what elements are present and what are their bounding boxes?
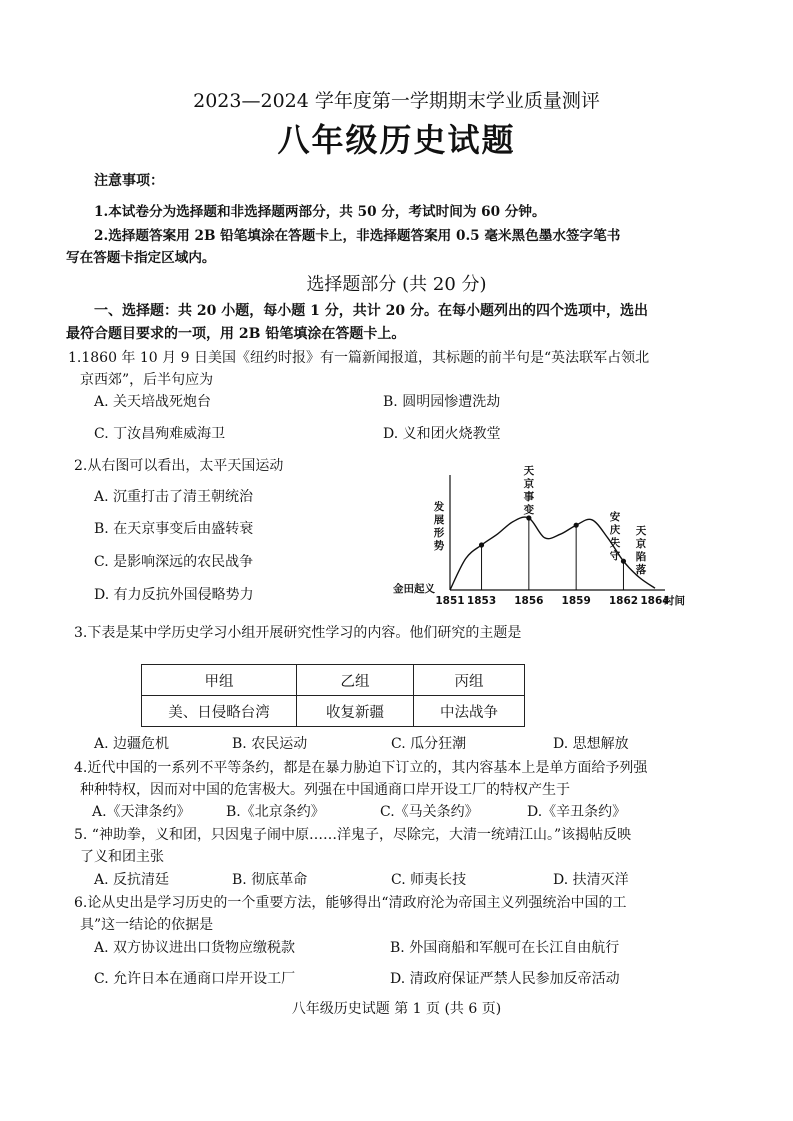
y-axis-label — [433, 500, 445, 552]
data-point — [526, 515, 531, 520]
q3-table — [141, 664, 525, 727]
annotation-tianjing-xianluo — [636, 525, 647, 576]
chart-marks — [435, 515, 669, 607]
svg-text:事: 事 — [523, 491, 535, 503]
table-header-row — [142, 665, 525, 696]
section-instruction-line-2: 最符合题目要求的一项，用 2B 铅笔填涂在答题卡上。 — [66, 326, 406, 342]
svg-text:发: 发 — [433, 501, 445, 513]
table-header-cell: 乙组 — [297, 665, 414, 696]
annotation-jintian: 金田起义 — [393, 583, 435, 595]
q1-option-c: C. 丁汝昌殉难威海卫 — [94, 426, 226, 442]
trend-curve — [450, 517, 655, 590]
q2-option-b: B. 在天京事变后由盛转衰 — [94, 521, 254, 537]
q5-option-b: B. 彻底革命 — [232, 872, 308, 888]
x-tick-label: 1851 — [435, 595, 465, 607]
q5-stem-line-1: 5. “神助拳，义和团，只因鬼子闹中原……洋鬼子，尽除完，大清一统靖江山。”该揭帖反映 — [74, 827, 632, 843]
q1-stem-line-1: 1.1860 年 10 月 9 日美国《纽约时报》有一篇新闻报道，其标题的前半句是“英法联军占领北 — [68, 350, 650, 366]
svg-text:天: 天 — [635, 525, 647, 537]
q2-option-c: C. 是影响深远的农民战争 — [94, 554, 254, 570]
svg-text:形: 形 — [433, 527, 445, 539]
exam-subtitle: 2023—2024 学年度第一学期期末学业质量测评 — [193, 90, 600, 112]
q6-option-b: B. 外国商船和军舰可在长江自由航行 — [390, 940, 620, 956]
page-footer: 八年级历史试题 第 1 页 (共 6 页) — [291, 1001, 502, 1017]
q2-stem: 2.从右图可以看出，太平天国运动 — [74, 458, 284, 474]
svg-text:变: 变 — [523, 504, 535, 516]
x-axis-label: 时间 — [664, 595, 685, 607]
q1-option-a: A. 关天培战死炮台 — [94, 394, 212, 410]
q3-option-d: D. 思想解放 — [553, 736, 629, 752]
q3-option-c: C. 瓜分狂潮 — [391, 736, 467, 752]
data-point — [479, 542, 484, 547]
chart-axes — [450, 475, 665, 590]
notice-heading: 注意事项： — [94, 173, 164, 189]
q6-stem-line-2: 具”这一结论的依据是 — [80, 917, 214, 933]
svg-text:守: 守 — [609, 550, 621, 562]
q6-option-a: A. 双方协议进出口货物应缴税款 — [94, 940, 296, 956]
table-cell: 中法战争 — [414, 696, 525, 727]
q5-option-d: D. 扶清灭洋 — [553, 872, 629, 888]
x-tick-label: 1853 — [466, 595, 497, 607]
svg-text:安: 安 — [609, 511, 621, 523]
q4-stem-line-1: 4.近代中国的一系列不平等条约，都是在暴力胁迫下订立的，其内容基本上是单方面给予列强 — [74, 760, 648, 776]
q4-option-d: D.《辛丑条约》 — [527, 804, 627, 820]
table-cell: 美、日侵略台湾 — [142, 696, 297, 727]
q6-stem-line-1: 6.论从史出是学习历史的一个重要方法，能够得出“清政府沦为帝国主义列强统治中国的工 — [74, 895, 627, 911]
svg-text:展: 展 — [433, 514, 445, 526]
x-tick-label: 1859 — [561, 595, 591, 607]
data-point — [574, 523, 579, 528]
notice-item-1: 1.本试卷分为选择题和非选择题两部分，共 50 分，考试时间为 60 分钟。 — [94, 204, 546, 220]
svg-text:势: 势 — [433, 540, 445, 552]
q3-stem: 3.下表是某中学历史学习小组开展研究性学习的内容。他们研究的主题是 — [74, 625, 522, 641]
q5-option-a: A. 反抗清廷 — [94, 872, 170, 888]
q4-option-a: A.《天津条约》 — [92, 804, 191, 820]
x-tick-label: 1856 — [514, 595, 544, 607]
svg-text:庆: 庆 — [609, 524, 621, 536]
annotation-tianjing-shibian — [524, 465, 535, 516]
table-header-cell: 丙组 — [414, 665, 525, 696]
q1-option-d: D. 义和团火烧教堂 — [383, 426, 501, 442]
data-point — [621, 559, 626, 564]
svg-text:天: 天 — [523, 465, 535, 477]
svg-text:陷: 陷 — [635, 551, 647, 563]
exam-title: 八年级历史试题 — [277, 121, 516, 159]
q2-option-a: A. 沉重打击了清王朝统治 — [94, 489, 254, 505]
taiping-trend-chart — [393, 460, 693, 610]
q2-option-d: D. 有力反抗外国侵略势力 — [94, 587, 254, 603]
section-instruction-line-1: 一、选择题：共 20 小题，每小题 1 分，共计 20 分。在每小题列出的四个选项中，选出 — [94, 303, 648, 319]
svg-text:京: 京 — [635, 538, 647, 550]
q1-stem-line-2: 京西郊”，后半句应为 — [80, 372, 214, 388]
svg-text:京: 京 — [523, 478, 535, 490]
section-title: 选择题部分 (共 20 分) — [306, 274, 487, 295]
q6-option-d: D. 清政府保证严禁人民参加反帝活动 — [390, 971, 620, 987]
q1-option-b: B. 圆明园惨遭洗劫 — [383, 394, 501, 410]
x-tick-label: 1862 — [608, 595, 639, 607]
notice-item-2-line-1: 2.选择题答案用 2B 铅笔填涂在答题卡上，非选择题答案用 0.5 毫米黑色墨水签字笔书 — [94, 228, 621, 244]
x-tick-label: 1864 — [640, 595, 670, 607]
q4-option-b: B.《北京条约》 — [226, 804, 325, 820]
q5-stem-line-2: 了义和团主张 — [80, 849, 164, 865]
svg-text:落: 落 — [635, 564, 647, 576]
q6-option-c: C. 允许日本在通商口岸开设工厂 — [94, 971, 296, 987]
q3-option-a: A. 边疆危机 — [94, 736, 170, 752]
annotation-anqing-shishou — [610, 510, 621, 562]
q5-option-c: C. 师夷长技 — [391, 872, 467, 888]
notice-item-2-line-2: 写在答题卡指定区域内。 — [66, 250, 216, 266]
table-header-cell: 甲组 — [142, 665, 297, 696]
table-cell: 收复新疆 — [297, 696, 414, 727]
q3-option-b: B. 农民运动 — [232, 736, 308, 752]
q4-stem-line-2: 种种特权，因而对中国的危害极大。列强在中国通商口岸开设工厂的特权产生于 — [80, 782, 570, 798]
svg-text:失: 失 — [609, 537, 621, 549]
table-row — [142, 696, 525, 727]
q4-option-c: C.《马关条约》 — [380, 804, 479, 820]
